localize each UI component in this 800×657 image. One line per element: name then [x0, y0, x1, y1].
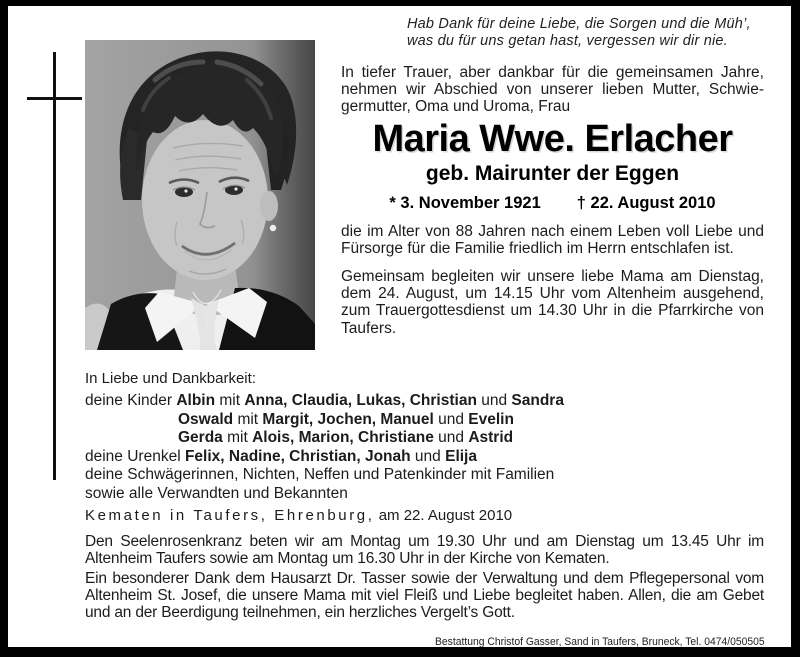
gratitude-heading: In Liebe und Dankbarkeit:: [85, 370, 256, 387]
family-member-name: Felix, Nadine, Christian, Jonah: [184, 447, 411, 465]
family-line: [85, 448, 764, 467]
family-member-name: Evelin: [468, 410, 514, 428]
family-line-text: und: [433, 429, 469, 446]
family-line: [85, 411, 764, 430]
family-member-name: Sandra: [511, 392, 564, 409]
mourners-section: [85, 370, 764, 621]
paragraph-thanks: Ein besonderer Dank dem Hausarzt Dr. Tasser sowie der Verwaltung und dem Pflegepersonal vom Altenheim St. Josef, die unsere Mama mit viel Fleiß und Liebe begleitet haben. Allen, die am Gebet und an der Beerdigung teilnehmen, ein herzliches Vergelt’s Gott.: [85, 570, 764, 621]
announcement-column: [341, 0, 764, 337]
family-member-name: Elija: [445, 447, 477, 465]
quote-line-1: Hab Dank für deine Liebe, die Sorgen und die Müh’,: [407, 16, 751, 32]
family-member-name: Margit, Jochen, Manuel: [262, 410, 434, 428]
family-member-name: Albin: [176, 392, 216, 409]
family-member-name: Oswald: [178, 410, 234, 428]
family-line-text: deine Schwägerinnen, Nichten, Neffen und Patenkinder mit Familien: [85, 466, 555, 483]
place-names: Kematen in Taufers, Ehrenburg,: [85, 507, 375, 524]
paragraph-rosary: Den Seelenrosenkranz beten wir am Montag um 19.30 Uhr und am Dienstag um 13.45 Uhr im Altenheim Taufers sowie am Montag um 16.30 Uhr in der Kirche von Kematen.: [85, 533, 764, 567]
family-line-text: und: [476, 392, 512, 409]
family-line-text: und: [410, 447, 446, 465]
portrait-photo-graphic: [85, 40, 315, 350]
place-date-line: [85, 507, 764, 524]
portrait-photo: [85, 40, 315, 350]
deceased-name: Maria Wwe. Erlacher: [372, 117, 733, 160]
family-member-name: Alois, Marion, Christiane: [252, 429, 434, 446]
paragraph-funeral: Gemeinsam begleiten wir unsere liebe Mama am Dienstag, dem 24. August, um 14.15 Uhr vom Altenheim ausgehend, zum Trauergottesdienst um 14.30 Uhr in die Pfarrkirche von Taufers.: [341, 267, 764, 337]
death-date: † 22. August 2010: [576, 193, 716, 212]
family-line: [85, 429, 764, 448]
quote-line-2: was du für uns getan hast, vergessen wir dir nie.: [407, 32, 728, 49]
family-line-text: mit: [233, 410, 263, 428]
announcement-intro: In tiefer Trauer, aber dankbar für die gemeinsamen Jahre, nehmen wir Abschied von unserer lieben Mutter, Schwiegermutter, Oma und Uroma, Frau: [341, 63, 764, 116]
place-date-rest: am 22. August 2010: [374, 507, 513, 524]
family-line-text: deine Urenkel: [85, 447, 185, 465]
family-member-name: Anna, Claudia, Lukas, Christian: [244, 392, 477, 409]
life-dates: [341, 194, 764, 213]
birth-date: * 3. November 1921: [389, 193, 541, 212]
family-line-text: und: [433, 410, 469, 428]
family-line-text: mit: [222, 429, 253, 446]
undertaker-credit: Bestattung Christof Gasser, Sand in Taufers, Bruneck, Tel. 0474/050505: [435, 636, 765, 648]
family-member-name: Gerda: [178, 429, 223, 446]
family-line-text: deine Kinder: [85, 392, 177, 409]
family-list: [85, 392, 764, 503]
cross-icon-bar: [27, 97, 82, 100]
paragraph-age: die im Alter von 88 Jahren nach einem Leben voll Liebe und Fürsorge für die Familie friedlich im Herrn entschlafen ist.: [341, 222, 764, 258]
family-line: [85, 392, 764, 411]
memorial-quote: [407, 16, 764, 50]
family-line-text: sowie alle Verwandten und Bekannten: [85, 484, 348, 502]
family-line-text: mit: [215, 392, 245, 409]
maiden-name: geb. Mairunter der Eggen: [425, 161, 680, 185]
family-line: [85, 466, 764, 485]
cross-icon: [53, 52, 56, 480]
family-line: [85, 485, 764, 504]
family-member-name: Astrid: [468, 429, 514, 446]
